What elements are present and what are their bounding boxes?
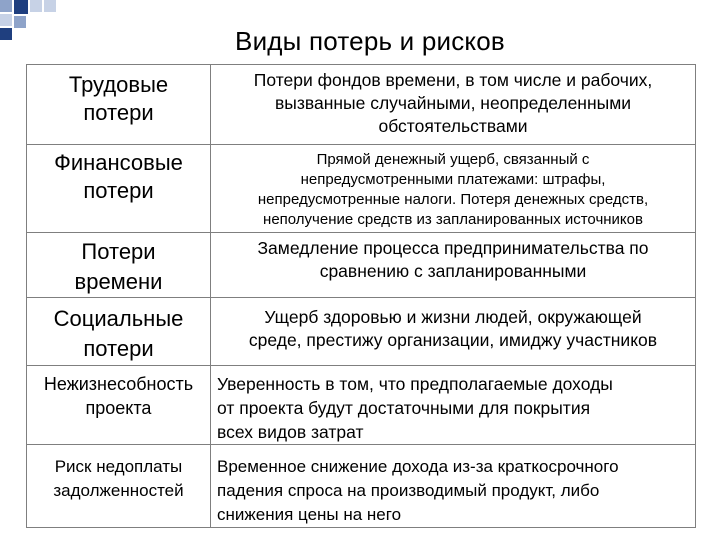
loss-type-cell xyxy=(27,366,211,445)
decor-square xyxy=(44,0,56,12)
loss-description-text: Потери фондов времени, в том числе и рабочих, вызванные случайными, неопределенными обстоятельствами xyxy=(253,70,653,136)
losses-table xyxy=(26,64,696,528)
loss-type-label: Трудовые потери xyxy=(68,72,169,125)
decor-square xyxy=(14,0,28,14)
loss-type-cell xyxy=(27,145,211,233)
loss-type-label: Потери времени xyxy=(74,239,163,294)
loss-description-text: Временное снижение дохода из-за краткосрочного падения спроса на производимый продукт, либо снижения цены на него xyxy=(217,457,619,524)
loss-description-cell xyxy=(211,366,696,445)
loss-description-cell xyxy=(211,65,696,145)
loss-description-cell xyxy=(211,445,696,528)
table-row xyxy=(27,145,696,233)
loss-type-cell xyxy=(27,233,211,298)
loss-type-label: Социальные потери xyxy=(53,306,184,361)
table-row xyxy=(27,65,696,145)
loss-description-text: Ущерб здоровью и жизни людей, окружающей среде, престижу организации, имиджу участников xyxy=(248,307,658,350)
loss-description-cell xyxy=(211,298,696,366)
loss-type-label: Риск недоплаты задолженностей xyxy=(53,457,184,500)
loss-type-cell xyxy=(27,298,211,366)
loss-type-cell xyxy=(27,445,211,528)
loss-description-cell xyxy=(211,233,696,298)
table-row xyxy=(27,233,696,298)
page-title: Виды потерь и рисков xyxy=(235,26,505,56)
loss-description-text: Прямой денежный ущерб, связанный с непредусмотренными платежами: штрафы, непредусмотренные налоги. Потеря денежных средств, неполучение средств из запланированных источников xyxy=(257,151,649,228)
table-row xyxy=(27,298,696,366)
table-row xyxy=(27,445,696,528)
table-row xyxy=(27,366,696,445)
loss-description-cell xyxy=(211,145,696,233)
loss-description-text: Уверенность в том, что предполагаемые доходы от проекта будут достаточными для покрытия всех видов затрат xyxy=(217,374,613,442)
loss-type-cell xyxy=(27,65,211,145)
decor-square xyxy=(30,0,42,12)
loss-type-label: Нежизнесобность проекта xyxy=(43,374,194,418)
decor-square xyxy=(0,0,12,12)
loss-type-label: Финансовые потери xyxy=(54,150,183,203)
loss-description-text: Замедление процесса предпринимательства по сравнению с запланированными xyxy=(257,238,649,281)
